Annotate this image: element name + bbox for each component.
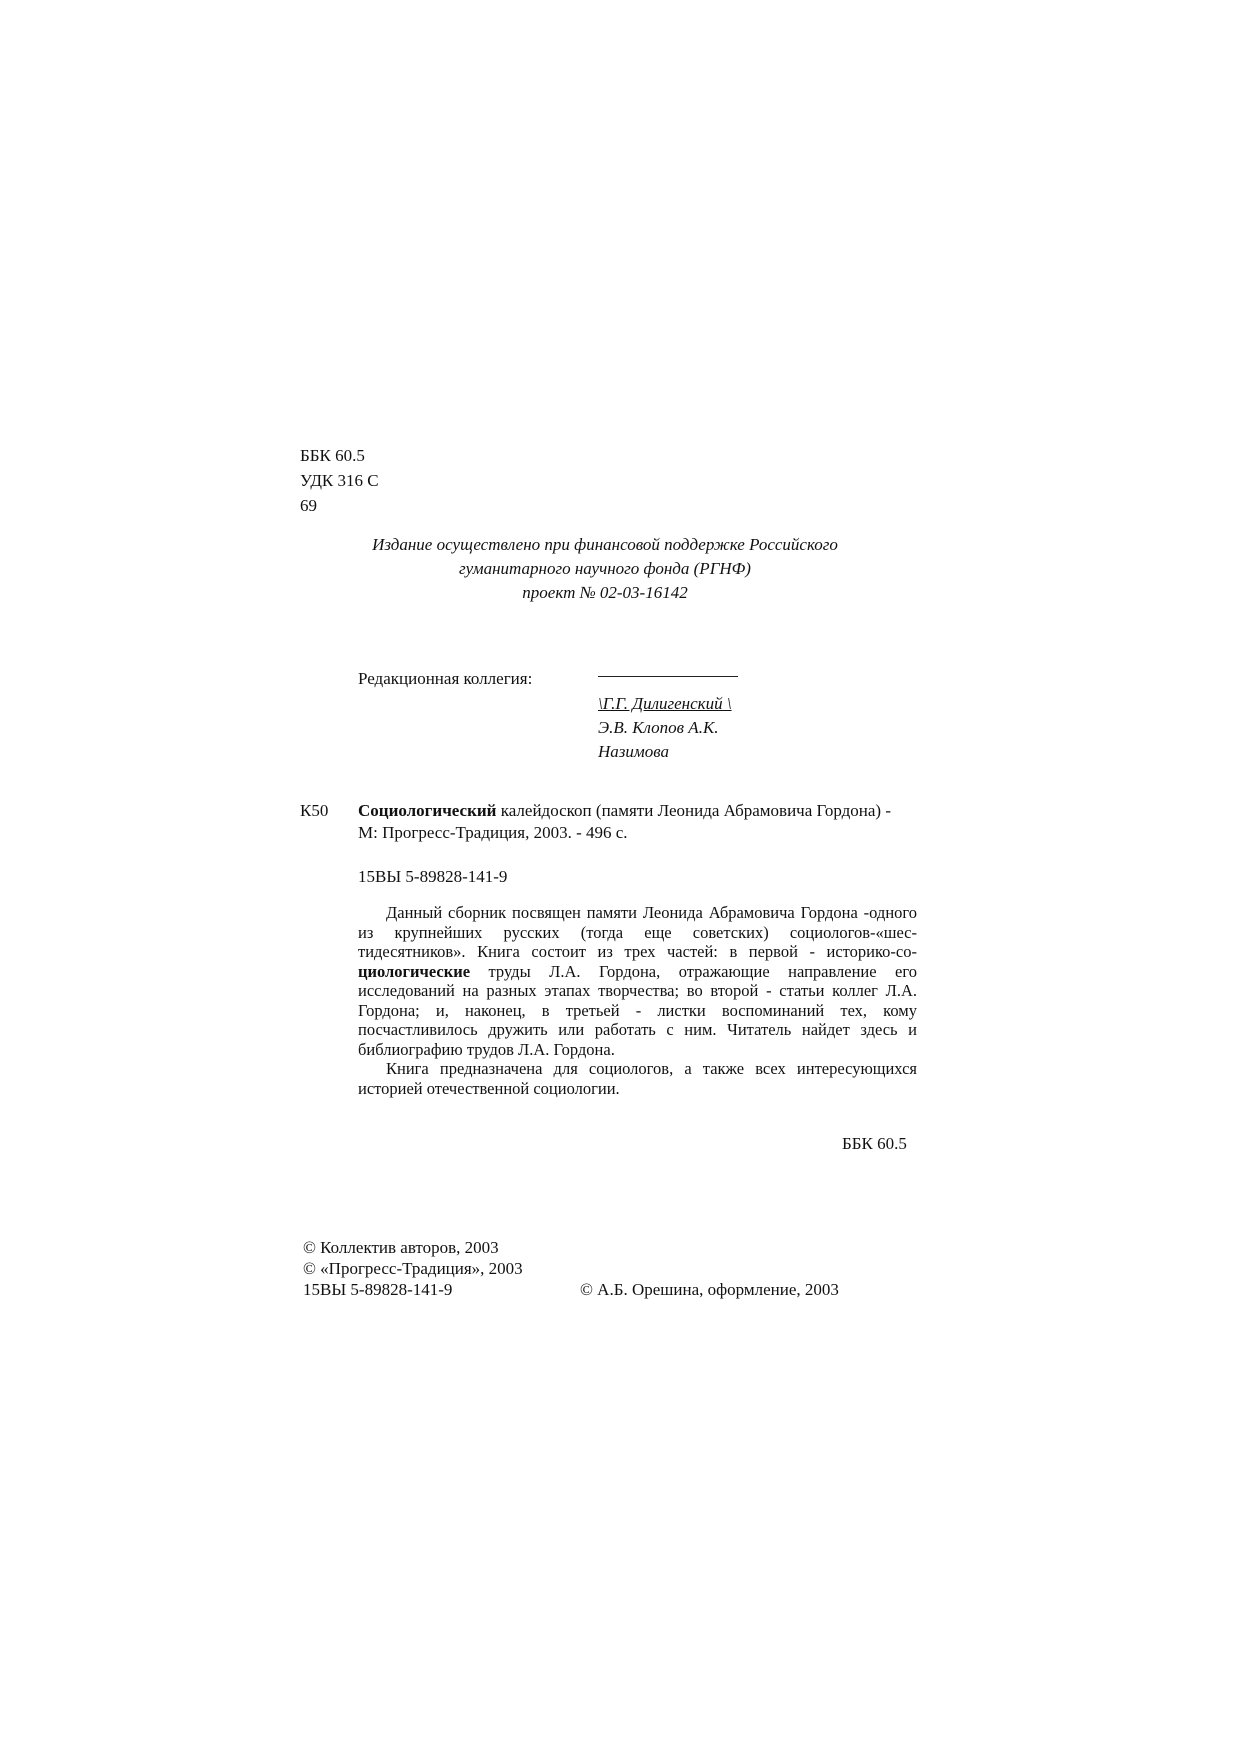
abstract-paragraph-2: Книга предназначена для социологов, а также всех интересующихся историей отечественной социологии.	[358, 1059, 917, 1098]
copyright-isbn: 15ВЫ 5-89828-141-9	[303, 1280, 453, 1299]
editorial-board-rule	[598, 676, 738, 677]
abstract-paragraph-1	[358, 903, 917, 1059]
author-mark: 69	[300, 496, 317, 515]
udk-code: УДК 316 С	[300, 471, 379, 490]
board-member-2: Э.В. Клопов А.К.	[598, 718, 719, 737]
copyright-design: © А.Б. Орешина, оформление, 2003	[580, 1280, 839, 1299]
copyright-authors: © Коллектив авторов, 2003	[303, 1238, 499, 1257]
bbk-code: ББК 60.5	[300, 446, 365, 465]
isbn: 15ВЫ 5-89828-141-9	[358, 867, 508, 886]
editorial-board-members	[598, 692, 732, 764]
bibliographic-citation	[358, 800, 891, 844]
editorial-board-label: Редакционная коллегия:	[358, 669, 533, 688]
board-member-1: \Г.Г. Дилигенский \	[598, 694, 732, 713]
classification-block	[300, 443, 379, 518]
funding-line-2: гуманитарного научного фонда (РГНФ)	[459, 559, 751, 578]
citation-rest: калейдоскоп (памяти Леонида Абрамовича Гордона) - М: Прогресс-Традиция, 2003. - 496 с.	[358, 801, 891, 842]
abstract-bold-word: циологические	[358, 961, 471, 981]
funding-project: проект № 02-03-16142	[522, 583, 688, 602]
bbk-code-bottom: ББК 60.5	[842, 1134, 907, 1153]
citation-title-word: Социологический	[358, 801, 497, 820]
catalog-code: К50	[300, 801, 329, 820]
copyright-publisher: © «Прогресс-Традиция», 2003	[303, 1259, 523, 1278]
funding-line-1: Издание осуществлено при финансовой поддержке Российского	[372, 535, 838, 554]
funding-note	[330, 533, 880, 605]
abstract-text-1: Данный сборник посвящен памяти Леонида Абрамовича Гордона -одного из крупнейших русских (тогда еще советских) социологов-«шес-тидесятников». Книга состоит из трех частей: в первой - историко-со-	[358, 903, 917, 961]
abstract	[358, 903, 917, 1098]
abstract-text-2: труды Л.А. Гордона, отражающие направление его исследований на разных этапах творчества; во второй - статьи коллег Л.А. Гордона; и, наконец, в третьей - листки воспоминаний тех, кому посчастливилось дружить или работать с ним. Читатель найдет здесь и библиографию трудов Л.А. Гордона.	[358, 961, 917, 1059]
board-member-3: Назимова	[598, 742, 670, 761]
copyright-block	[303, 1237, 523, 1300]
